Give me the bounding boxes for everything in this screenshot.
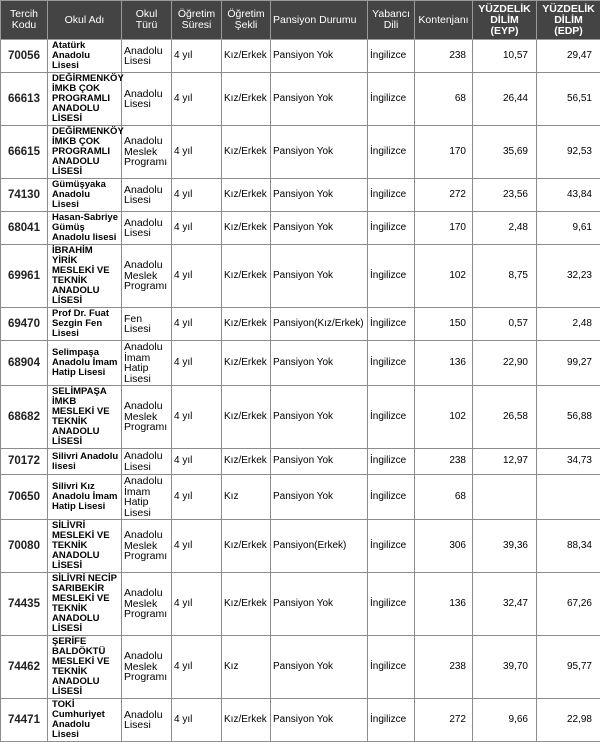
cell-mode: Kız/Erkek [222, 179, 271, 212]
table-row [1, 212, 600, 245]
table-row [1, 636, 600, 699]
cell-code: 70056 [1, 40, 48, 73]
cell-edp: 56,51 [537, 73, 600, 126]
table-row [1, 341, 600, 386]
cell-quota: 238 [415, 449, 473, 475]
col-header-code: Tercih Kodu [1, 1, 48, 40]
cell-edp: 99,27 [537, 341, 600, 386]
cell-language: İngilizce [368, 212, 415, 245]
cell-edp: 22,98 [537, 699, 600, 742]
cell-quota: 68 [415, 73, 473, 126]
cell-eyp: 32,47 [473, 573, 537, 636]
cell-duration: 4 yıl [172, 126, 222, 179]
cell-edp: 92,53 [537, 126, 600, 179]
cell-duration: 4 yıl [172, 179, 222, 212]
table-row [1, 449, 600, 475]
cell-dorm: Pansiyon Yok [271, 126, 368, 179]
cell-school-type: Anadolu Lisesi [122, 73, 172, 126]
cell-dorm: Pansiyon(Kız/Erkek) [271, 308, 368, 341]
cell-school-type: Anadolu Lisesi [122, 449, 172, 475]
cell-language: İngilizce [368, 126, 415, 179]
cell-duration: 4 yıl [172, 308, 222, 341]
cell-edp: 95,77 [537, 636, 600, 699]
cell-quota: 102 [415, 386, 473, 449]
table-row [1, 699, 600, 742]
cell-mode: Kız/Erkek [222, 699, 271, 742]
cell-duration: 4 yıl [172, 475, 222, 520]
cell-code: 68041 [1, 212, 48, 245]
cell-mode: Kız/Erkek [222, 245, 271, 308]
cell-eyp [473, 475, 537, 520]
cell-edp: 88,34 [537, 520, 600, 573]
cell-school-name: İBRAHİM YİRİK MESLEKİ VE TEKNİK ANADOLU LİSESİ [48, 245, 122, 308]
cell-duration: 4 yıl [172, 699, 222, 742]
cell-code: 70080 [1, 520, 48, 573]
cell-code: 74435 [1, 573, 48, 636]
cell-edp: 29,47 [537, 40, 600, 73]
cell-mode: Kız/Erkek [222, 308, 271, 341]
cell-code: 68682 [1, 386, 48, 449]
cell-language: İngilizce [368, 341, 415, 386]
cell-code: 68904 [1, 341, 48, 386]
cell-dorm: Pansiyon Yok [271, 573, 368, 636]
cell-school-name: Silivri Kız Anadolu İmam Hatip Lisesi [48, 475, 122, 520]
col-header-eyp: YÜZDELİK DİLİM (EYP) [473, 1, 537, 40]
cell-mode: Kız [222, 636, 271, 699]
cell-eyp: 9,66 [473, 699, 537, 742]
cell-edp: 43,84 [537, 179, 600, 212]
table-row [1, 40, 600, 73]
col-header-mode: Öğretim Şekli [222, 1, 271, 40]
cell-quota: 238 [415, 636, 473, 699]
cell-school-name: SİLİVRİ NECİP SARIBEKİR MESLEKİ VE TEKNİK ANADOLU LİSESİ [48, 573, 122, 636]
cell-quota: 136 [415, 573, 473, 636]
cell-dorm: Pansiyon Yok [271, 386, 368, 449]
cell-school-name: Silivri Anadolu lisesi [48, 449, 122, 475]
cell-eyp: 23,56 [473, 179, 537, 212]
cell-edp: 32,23 [537, 245, 600, 308]
cell-duration: 4 yıl [172, 449, 222, 475]
cell-code: 66615 [1, 126, 48, 179]
cell-quota: 136 [415, 341, 473, 386]
cell-code: 70172 [1, 449, 48, 475]
cell-dorm: Pansiyon(Erkek) [271, 520, 368, 573]
cell-code: 69961 [1, 245, 48, 308]
cell-edp: 67,26 [537, 573, 600, 636]
col-header-edp: YÜZDELİK DİLİM (EDP) [537, 1, 600, 40]
cell-edp: 2,48 [537, 308, 600, 341]
col-header-quota: Kontenjanı [415, 1, 473, 40]
cell-duration: 4 yıl [172, 40, 222, 73]
cell-school-type: Anadolu Meslek Programı [122, 573, 172, 636]
table-row [1, 245, 600, 308]
cell-language: İngilizce [368, 475, 415, 520]
cell-school-type: Anadolu Lisesi [122, 699, 172, 742]
cell-edp: 9,61 [537, 212, 600, 245]
table-row [1, 520, 600, 573]
cell-school-name: SİLİVRİ MESLEKİ VE TEKNİK ANADOLU LİSESİ [48, 520, 122, 573]
cell-school-type: Anadolu Lisesi [122, 212, 172, 245]
table-row [1, 475, 600, 520]
cell-quota: 170 [415, 212, 473, 245]
cell-school-name: TOKİ Cumhuriyet Anadolu Lisesi [48, 699, 122, 742]
cell-eyp: 35,69 [473, 126, 537, 179]
cell-mode: Kız/Erkek [222, 520, 271, 573]
col-header-school-type: Okul Türü [122, 1, 172, 40]
cell-duration: 4 yıl [172, 386, 222, 449]
cell-quota: 306 [415, 520, 473, 573]
cell-school-name: Gümüşyaka Anadolu Lisesi [48, 179, 122, 212]
cell-dorm: Pansiyon Yok [271, 73, 368, 126]
col-header-duration: Öğretim Süresi [172, 1, 222, 40]
cell-school-name: DEĞİRMENKÖY İMKB ÇOK PROGRAMLI ANADOLU LİSESİ [48, 73, 122, 126]
cell-school-type: Anadolu Meslek Programı [122, 245, 172, 308]
cell-dorm: Pansiyon Yok [271, 212, 368, 245]
col-header-dorm: Pansiyon Durumu [271, 1, 368, 40]
cell-language: İngilizce [368, 40, 415, 73]
cell-school-name: Selimpaşa Anadolu İmam Hatip Lisesi [48, 341, 122, 386]
cell-mode: Kız [222, 475, 271, 520]
cell-duration: 4 yıl [172, 341, 222, 386]
cell-school-name: SELİMPAŞA İMKB MESLEKİ VE TEKNİK ANADOLU LİSESİ [48, 386, 122, 449]
cell-school-name: ŞERİFE BALDÖKTÜ MESLEKİ VE TEKNİK ANADOLU LİSESİ [48, 636, 122, 699]
cell-dorm: Pansiyon Yok [271, 449, 368, 475]
cell-quota: 102 [415, 245, 473, 308]
cell-code: 74130 [1, 179, 48, 212]
cell-edp [537, 475, 600, 520]
cell-language: İngilizce [368, 245, 415, 308]
cell-school-type: Fen Lisesi [122, 308, 172, 341]
col-header-language: Yabancı Dili [368, 1, 415, 40]
cell-language: İngilizce [368, 73, 415, 126]
cell-mode: Kız/Erkek [222, 386, 271, 449]
cell-dorm: Pansiyon Yok [271, 179, 368, 212]
cell-duration: 4 yıl [172, 212, 222, 245]
cell-eyp: 22,90 [473, 341, 537, 386]
cell-school-type: Anadolu Meslek Programı [122, 386, 172, 449]
cell-mode: Kız/Erkek [222, 573, 271, 636]
cell-school-type: Anadolu Lisesi [122, 40, 172, 73]
cell-language: İngilizce [368, 179, 415, 212]
cell-school-type: Anadolu Meslek Programı [122, 126, 172, 179]
cell-quota: 170 [415, 126, 473, 179]
cell-school-type: Anadolu İmam Hatip Lisesi [122, 341, 172, 386]
cell-duration: 4 yıl [172, 245, 222, 308]
cell-language: İngilizce [368, 573, 415, 636]
table-row [1, 573, 600, 636]
cell-mode: Kız/Erkek [222, 73, 271, 126]
cell-language: İngilizce [368, 386, 415, 449]
cell-school-type: Anadolu İmam Hatip Lisesi [122, 475, 172, 520]
cell-eyp: 26,58 [473, 386, 537, 449]
table-row [1, 308, 600, 341]
cell-eyp: 2,48 [473, 212, 537, 245]
cell-school-type: Anadolu Meslek Programı [122, 636, 172, 699]
cell-mode: Kız/Erkek [222, 449, 271, 475]
cell-quota: 272 [415, 699, 473, 742]
cell-language: İngilizce [368, 308, 415, 341]
cell-code: 74462 [1, 636, 48, 699]
table-row [1, 73, 600, 126]
col-header-school-name: Okul Adı [48, 1, 122, 40]
cell-code: 69470 [1, 308, 48, 341]
cell-dorm: Pansiyon Yok [271, 40, 368, 73]
cell-eyp: 0,57 [473, 308, 537, 341]
table-row [1, 386, 600, 449]
cell-mode: Kız/Erkek [222, 212, 271, 245]
cell-eyp: 39,70 [473, 636, 537, 699]
cell-eyp: 12,97 [473, 449, 537, 475]
cell-dorm: Pansiyon Yok [271, 475, 368, 520]
cell-language: İngilizce [368, 636, 415, 699]
cell-language: İngilizce [368, 699, 415, 742]
cell-duration: 4 yıl [172, 573, 222, 636]
cell-quota: 238 [415, 40, 473, 73]
cell-quota: 68 [415, 475, 473, 520]
cell-eyp: 8,75 [473, 245, 537, 308]
cell-mode: Kız/Erkek [222, 341, 271, 386]
table-row [1, 179, 600, 212]
cell-language: İngilizce [368, 520, 415, 573]
cell-school-type: Anadolu Meslek Programı [122, 520, 172, 573]
cell-mode: Kız/Erkek [222, 126, 271, 179]
cell-language: İngilizce [368, 449, 415, 475]
cell-duration: 4 yıl [172, 520, 222, 573]
cell-dorm: Pansiyon Yok [271, 636, 368, 699]
cell-eyp: 39,36 [473, 520, 537, 573]
cell-edp: 34,73 [537, 449, 600, 475]
cell-edp: 56,88 [537, 386, 600, 449]
cell-quota: 272 [415, 179, 473, 212]
cell-school-name: Atatürk Anadolu Lisesi [48, 40, 122, 73]
cell-school-name: Prof Dr. Fuat Sezgin Fen Lisesi [48, 308, 122, 341]
cell-duration: 4 yıl [172, 636, 222, 699]
cell-code: 66613 [1, 73, 48, 126]
cell-school-type: Anadolu Lisesi [122, 179, 172, 212]
cell-duration: 4 yıl [172, 73, 222, 126]
cell-mode: Kız/Erkek [222, 40, 271, 73]
header-row [1, 1, 600, 40]
table-row [1, 126, 600, 179]
cell-eyp: 10,57 [473, 40, 537, 73]
cell-dorm: Pansiyon Yok [271, 341, 368, 386]
cell-school-name: DEĞİRMENKÖY İMKB ÇOK PROGRAMLI ANADOLU LİSESİ [48, 126, 122, 179]
cell-eyp: 26,44 [473, 73, 537, 126]
cell-dorm: Pansiyon Yok [271, 245, 368, 308]
cell-dorm: Pansiyon Yok [271, 699, 368, 742]
cell-school-name: Hasan-Sabriye Gümüş Anadolu lisesi [48, 212, 122, 245]
cell-quota: 150 [415, 308, 473, 341]
cell-code: 70650 [1, 475, 48, 520]
cell-code: 74471 [1, 699, 48, 742]
